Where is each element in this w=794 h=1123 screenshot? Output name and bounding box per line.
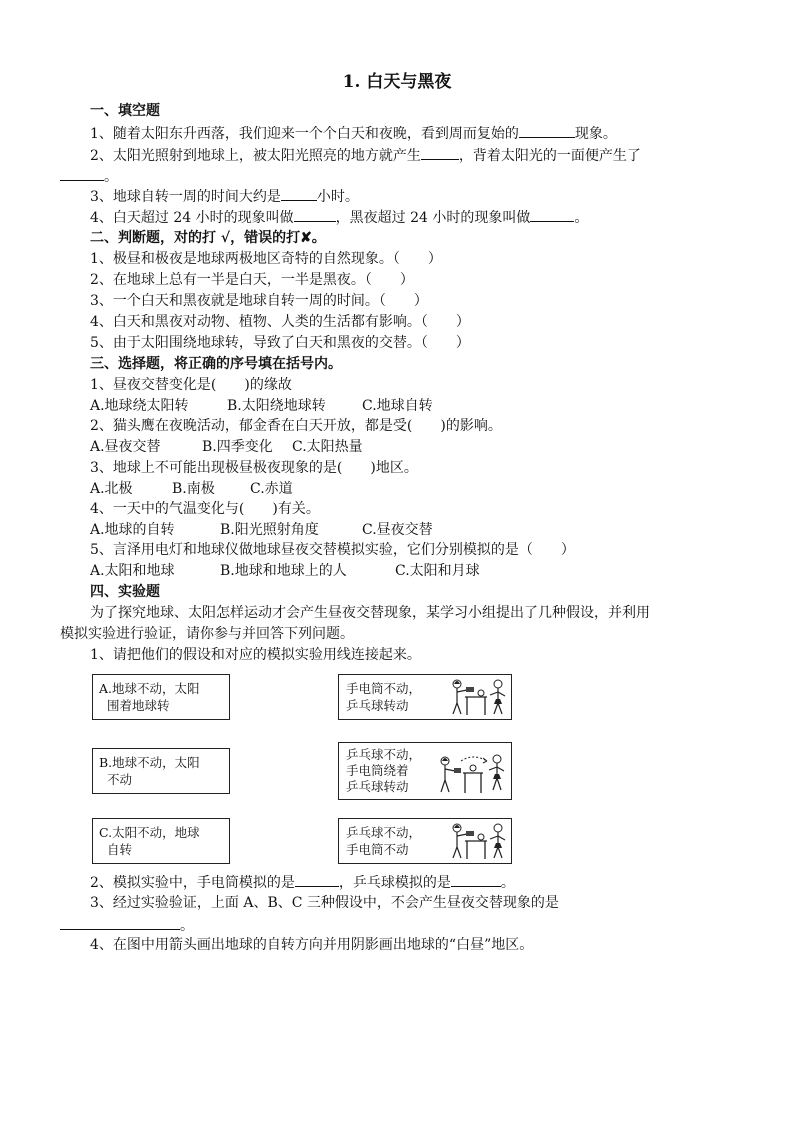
answer-blank[interactable] — [451, 872, 501, 887]
experiment-text: 乒乓球转动 — [346, 698, 409, 713]
hypothesis-box-a[interactable] — [92, 674, 230, 720]
person-table-figure-icon — [447, 821, 509, 861]
eq2-text-mid: ，乒乓球模拟的是 — [338, 875, 451, 891]
hypothesis-text: 自转 — [107, 842, 133, 857]
experiment-text: 手电筒绕着 — [346, 763, 409, 778]
hypothesis-text: A.地球不动，太阳 — [99, 681, 200, 696]
page-title: 1. 白天与黑夜 — [342, 72, 452, 92]
option: C.赤道 — [250, 481, 293, 497]
choice-stem: 1、昼夜交替变化是( )的缘故 — [90, 377, 292, 393]
hypothesis-text: C.太阳不动，地球 — [99, 825, 200, 840]
option: A.昼夜交替 — [90, 439, 161, 455]
experiment-intro: 为了探究地球、太阳怎样运动才会产生昼夜交替现象，某学习小组提出了几种假设，并利用 — [90, 605, 650, 621]
answer-blank[interactable] — [421, 145, 459, 160]
option: B.南极 — [172, 481, 215, 497]
option: A.北极 — [90, 481, 133, 497]
q2-text-mid: ，背着太阳光的一面便产生了 — [458, 148, 641, 164]
choice-stem: 4、一天中的气温变化与( )有关。 — [90, 501, 320, 517]
q2-text: 2、太阳光照射到地球上，被太阳光照亮的地方就产生 — [90, 148, 421, 164]
hypothesis-text: 不动 — [107, 772, 133, 787]
q4-text: 4、白天超过 24 小时的现象叫做 — [90, 210, 294, 226]
judge-item: 3、一个白天和黑夜就是地球自转一周的时间。（ ） — [90, 293, 428, 309]
fill-question-2-cont — [60, 166, 734, 187]
q4-text-mid: ，黑夜超过 24 小时的现象叫做 — [335, 210, 531, 226]
option: B.太阳绕地球转 — [227, 398, 326, 414]
option: C.太阳热量 — [292, 439, 363, 455]
option: C.昼夜交替 — [362, 522, 433, 538]
experiment-question-2 — [60, 872, 734, 893]
experiment-question-3-cont — [60, 915, 734, 936]
option: A.地球的自转 — [90, 522, 175, 538]
q1-text: 1、随着太阳东升西落，我们迎来一个个白天和夜晚，看到周而复始的 — [90, 126, 519, 142]
experiment-box-1[interactable] — [338, 674, 512, 720]
answer-blank[interactable] — [60, 166, 104, 181]
option: A.太阳和地球 — [90, 563, 175, 579]
eq2-text: 2、模拟实验中，手电筒模拟的是 — [90, 875, 295, 891]
answer-blank[interactable] — [519, 123, 575, 138]
person-flashlight-figure-icon — [447, 677, 509, 717]
q3-text-end: 小时。 — [316, 189, 359, 205]
experiment-text: 乒乓球不动， — [346, 825, 422, 840]
hypothesis-box-b[interactable] — [92, 748, 230, 794]
option: B.阳光照射角度 — [220, 522, 319, 538]
answer-blank[interactable] — [295, 872, 339, 887]
experiment-text: 手电筒不动 — [346, 842, 409, 857]
hypothesis-text: 围着地球转 — [107, 698, 170, 713]
experiment-intro-cont: 模拟实验进行验证，请你参与并回答下列问题。 — [60, 626, 354, 642]
answer-blank[interactable] — [530, 207, 574, 222]
experiment-question-4: 4、在图中用箭头画出地球的自转方向并用阴影画出地球的“白昼”地区。 — [90, 937, 534, 953]
option: C.太阳和月球 — [395, 563, 480, 579]
option: B.四季变化 — [202, 439, 273, 455]
fill-question-3 — [60, 186, 734, 207]
hypothesis-text: B.地球不动，太阳 — [99, 755, 200, 770]
experiment-box-2[interactable] — [338, 742, 512, 800]
q1-text-end: 现象。 — [574, 126, 617, 142]
experiment-question-1: 1、请把他们的假设和对应的模拟实验用线连接起来。 — [90, 647, 421, 663]
experiment-text: 乒乓球不动， — [346, 747, 422, 762]
choice-stem: 2、猫头鹰在夜晚活动，郁金香在白天开放，都是受( )的影响。 — [90, 418, 502, 434]
experiment-text: 乒乓球转动 — [346, 779, 409, 794]
judge-item: 1、极昼和极夜是地球两极地区奇特的自然现象。（ ） — [90, 251, 442, 267]
person-orbit-figure-icon — [431, 747, 509, 797]
hypothesis-box-c[interactable] — [92, 818, 230, 864]
experiment-question-3: 3、经过实验验证，上面 A、B、C 三种假设中，不会产生昼夜交替现象的是 — [90, 895, 559, 911]
judge-item: 4、白天和黑夜对动物、植物、人类的生活都有影响。（ ） — [90, 314, 470, 330]
experiment-text: 手电筒不动， — [346, 681, 422, 696]
q4-text-end: 。 — [574, 210, 589, 226]
option: C.地球自转 — [362, 398, 433, 414]
option: A.地球绕太阳转 — [90, 398, 189, 414]
q3-text: 3、地球自转一周的时间大约是 — [90, 189, 281, 205]
section2-heading: 二、判断题，对的打 √，错误的打✘。 — [90, 230, 326, 246]
section3-heading: 三、选择题，将正确的序号填在括号内。 — [90, 356, 342, 372]
choice-stem: 3、地球上不可能出现极昼极夜现象的是( )地区。 — [90, 460, 418, 476]
judge-item: 5、由于太阳围绕地球转，导致了白天和黑夜的交替。（ ） — [90, 335, 470, 351]
q2-text-end: 。 — [104, 169, 118, 185]
answer-blank[interactable] — [60, 915, 180, 930]
section1-heading: 一、填空题 — [90, 103, 160, 119]
option: B.地球和地球上的人 — [220, 563, 347, 579]
answer-blank[interactable] — [294, 207, 336, 222]
answer-blank[interactable] — [281, 186, 317, 201]
fill-question-1 — [60, 123, 734, 144]
judge-item: 2、在地球上总有一半是白天，一半是黑夜。（ ） — [90, 272, 414, 288]
eq2-text-end: 。 — [500, 875, 515, 891]
fill-question-4 — [60, 207, 734, 228]
choice-stem: 5、言泽用电灯和地球仪做地球昼夜交替模拟实验，它们分别模拟的是（ ） — [90, 542, 575, 558]
fill-question-2 — [60, 145, 734, 166]
experiment-box-3[interactable] — [338, 818, 512, 864]
section4-heading: 四、实验题 — [90, 584, 160, 600]
eq3-text-end: 。 — [180, 918, 194, 934]
